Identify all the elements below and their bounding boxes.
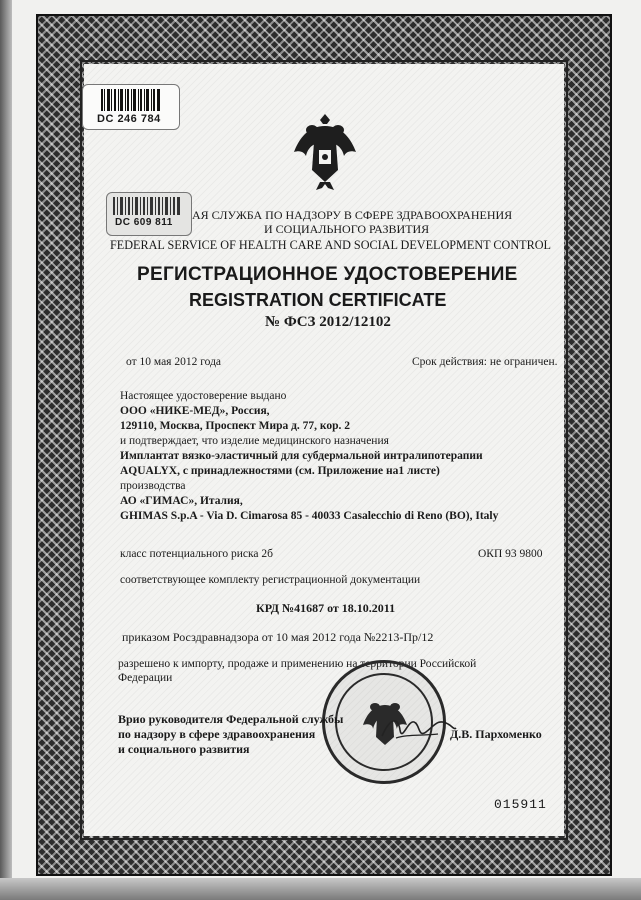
applicant-address: 129110, Москва, Проспект Мира д. 77, кор. 2 <box>120 420 351 432</box>
product-name-line2: AQUALYX, с принадлежностями (см. Приложение на1 листе) <box>120 465 440 477</box>
permission-line1: разрешено к импорту, продаже и применению на территории Российской <box>118 658 477 670</box>
risk-class: класс потенциального риска 2б <box>120 548 274 560</box>
signatory-title-line1: Врио руководителя Федеральной службы <box>118 712 344 726</box>
manufacturer-address: GHIMAS S.p.A - Via D. Cimarosa 85 - 40033 Casalecchio di Reno (BO), Italy <box>120 510 499 522</box>
certificate-number: № ФСЗ 2012/12102 <box>265 314 391 330</box>
signatory-name: Д.В. Пархоменко <box>450 727 542 741</box>
signatory-title-line3: и социального развития <box>118 742 250 756</box>
barcode-icon <box>101 89 161 111</box>
manufacturer-name: АО «ГИМАС», Италия, <box>120 495 243 507</box>
applicant-name: ООО «НИКЕ-МЕД», Россия, <box>120 405 270 417</box>
barcode-sticker-second <box>106 192 192 236</box>
issue-date: от 10 мая 2012 года <box>126 356 222 368</box>
compliance-text: соответствующее комплекту регистрационной документации <box>120 574 421 586</box>
agency-name-ru-line2: И СОЦИАЛЬНОГО РАЗВИТИЯ <box>264 222 430 236</box>
confirmation-text: и подтверждает, что изделие медицинского назначения <box>120 435 389 447</box>
double-headed-eagle-emblem-icon <box>290 112 360 192</box>
permission-line2: Федерации <box>118 672 173 684</box>
certificate-title-ru: РЕГИСТРАЦИОННОЕ УДОСТОВЕРЕНИЕ <box>137 264 518 285</box>
scan-shadow-left <box>0 0 12 900</box>
manufacturer-label: производства <box>120 480 186 492</box>
okp-code: ОКП 93 9800 <box>478 548 543 560</box>
validity-period: Срок действия: не ограничен. <box>412 356 558 368</box>
product-name-line1: Имплантат вязко-эластичный для субдермальной интралипотерапии <box>120 450 483 462</box>
order-reference: приказом Росздравнадзора от 10 мая 2012 года №2213-Пр/12 <box>122 630 434 644</box>
agency-name-ru-line1: АЯ СЛУЖБА ПО НАДЗОРУ В СФЕРЕ ЗДРАВООХРАНЕНИЯ <box>192 208 513 222</box>
serial-number: 015911 <box>494 797 547 812</box>
sticker-code-second: DC 609 811 <box>115 217 173 228</box>
barcode-sticker-top <box>82 84 180 130</box>
scan-shadow-bottom <box>0 878 641 900</box>
handwritten-signature <box>378 708 458 748</box>
agency-name-en: FEDERAL SERVICE OF HEALTH CARE AND SOCIAL DEVELOPMENT CONTROL <box>110 238 551 252</box>
certificate-title-en: REGISTRATION CERTIFICATE <box>189 290 447 310</box>
krd-reference: КРД №41687 от 18.10.2011 <box>256 601 396 615</box>
sticker-code-top: DC 246 784 <box>97 113 161 125</box>
barcode-icon <box>113 197 185 215</box>
signatory-title-line2: по надзору в сфере здравоохранения <box>118 727 316 741</box>
issued-to-intro: Настоящее удостоверение выдано <box>120 390 287 402</box>
